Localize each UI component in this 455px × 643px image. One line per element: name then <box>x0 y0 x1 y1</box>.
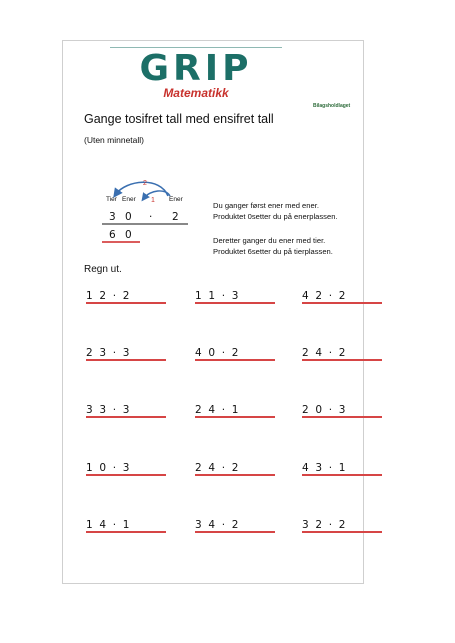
carry-arrow-tens <box>116 182 168 196</box>
problem <box>302 400 382 418</box>
answer-line[interactable] <box>302 474 382 476</box>
problem <box>86 515 166 533</box>
problem <box>195 458 275 476</box>
answer-line[interactable] <box>86 416 166 418</box>
worked-example <box>100 176 200 246</box>
problem <box>302 343 382 361</box>
logo-text: GRIP <box>139 48 253 89</box>
logo <box>110 47 282 100</box>
answer-line[interactable] <box>195 416 275 418</box>
problem-text: 2 4 · 2 <box>195 462 239 474</box>
result-digit-1: 6 <box>109 229 116 241</box>
answer-line[interactable] <box>195 359 275 361</box>
explanation-line-3: Deretter ganger du ener med tier. <box>213 236 326 245</box>
problem <box>86 400 166 418</box>
answer-line[interactable] <box>86 359 166 361</box>
label-tier: Tier <box>106 196 117 203</box>
carry-top-digit: 2 <box>143 180 147 187</box>
problem <box>195 286 275 304</box>
operator: · <box>149 211 153 223</box>
answer-line[interactable] <box>86 474 166 476</box>
answer-line[interactable] <box>302 416 382 418</box>
problem <box>302 286 382 304</box>
answer-line[interactable] <box>86 302 166 304</box>
problem <box>195 400 275 418</box>
problem-text: 4 0 · 2 <box>195 347 239 359</box>
problem <box>302 515 382 533</box>
problem <box>86 343 166 361</box>
worksheet-title: Gange tosifret tall med ensifret tall <box>84 112 274 126</box>
problem <box>195 515 275 533</box>
problem <box>86 286 166 304</box>
problem-text: 3 3 · 3 <box>86 404 130 416</box>
explanation-line-4: Produktet 6setter du på tierplassen. <box>213 247 333 256</box>
label-ener-1: Ener <box>122 196 136 203</box>
answer-line[interactable] <box>195 531 275 533</box>
answer-line[interactable] <box>302 531 382 533</box>
explanation-line-2: Produktet 0setter du på enerplassen. <box>213 212 338 221</box>
problem <box>302 458 382 476</box>
answer-line[interactable] <box>86 531 166 533</box>
factor-digit-2: 0 <box>125 211 132 223</box>
problem-text: 3 2 · 2 <box>302 519 346 531</box>
answer-line[interactable] <box>302 359 382 361</box>
problem-text: 2 4 · 1 <box>195 404 239 416</box>
problem-text: 2 3 · 3 <box>86 347 130 359</box>
regn-ut-label: Regn ut. <box>84 264 122 275</box>
answer-line[interactable] <box>302 302 382 304</box>
carry-arrow-ones <box>144 191 170 198</box>
answer-line[interactable] <box>195 474 275 476</box>
result-digit-2: 0 <box>125 229 132 241</box>
problem-text: 1 4 · 1 <box>86 519 130 531</box>
problem-text: 1 2 · 2 <box>86 290 130 302</box>
problem <box>195 343 275 361</box>
multiplier: 2 <box>172 211 179 223</box>
carry-small-digit: 1 <box>151 197 155 204</box>
explanation-line-1: Du ganger først ener med ener. <box>213 201 319 210</box>
problem-text: 3 4 · 2 <box>195 519 239 531</box>
problem-text: 2 0 · 3 <box>302 404 346 416</box>
logo-subtitle: Matematikk <box>163 86 229 100</box>
label-ener-2: Ener <box>169 196 183 203</box>
problem-text: 4 2 · 2 <box>302 290 346 302</box>
problem-text: 2 4 · 2 <box>302 347 346 359</box>
factor-digit-1: 3 <box>109 211 116 223</box>
problem-text: 1 1 · 3 <box>195 290 239 302</box>
answer-line[interactable] <box>195 302 275 304</box>
problem <box>86 458 166 476</box>
worksheet-subtitle: (Uten minnetall) <box>84 135 144 145</box>
problem-text: 4 3 · 1 <box>302 462 346 474</box>
publisher-label: Bilagsholdlaget <box>313 103 351 109</box>
problem-text: 1 0 · 3 <box>86 462 130 474</box>
